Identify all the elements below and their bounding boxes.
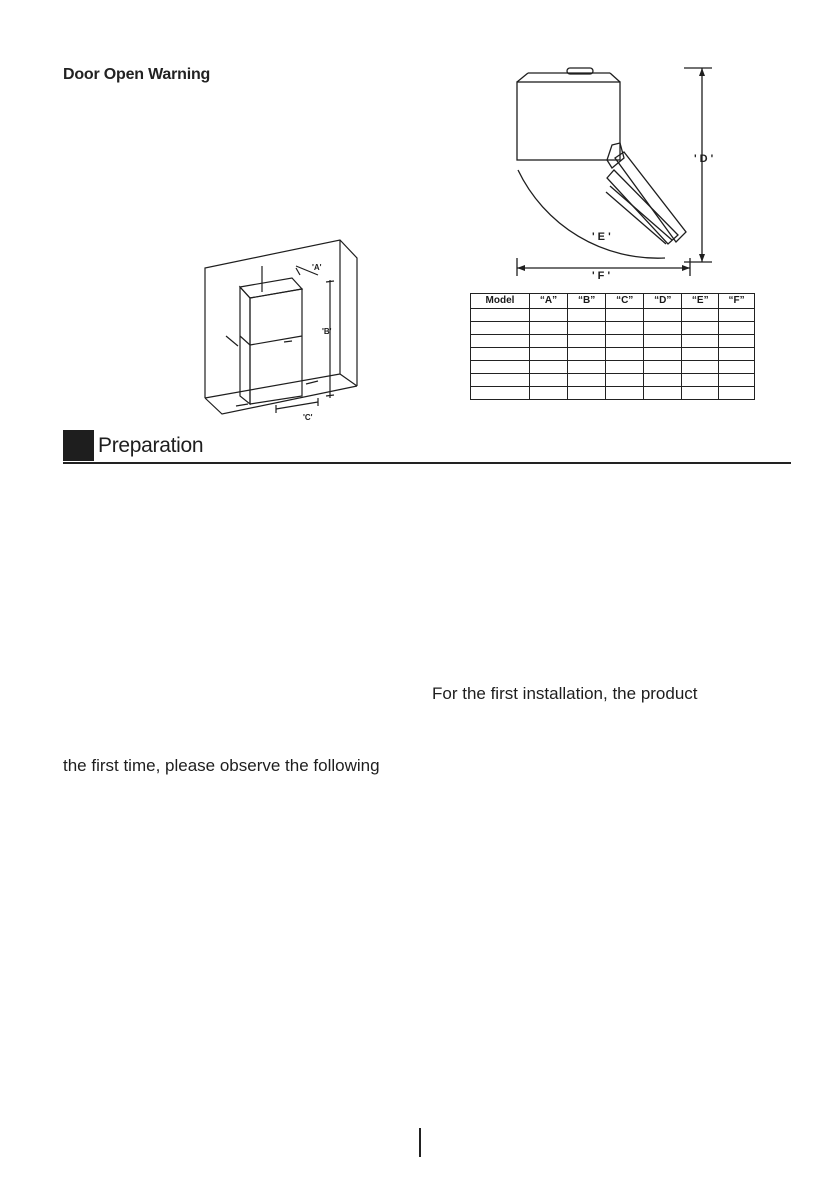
body-line-observe: the first time, please observe the following — [63, 756, 380, 775]
header-b: “B” — [568, 294, 606, 309]
table-cell — [682, 361, 719, 374]
table-cell — [471, 374, 530, 387]
header-model: Model — [471, 294, 530, 309]
alcove-back-wall — [205, 240, 357, 398]
dimension-label-b: 'B' — [322, 327, 332, 336]
table-row — [471, 361, 755, 374]
table-row — [471, 348, 755, 361]
table-cell — [606, 374, 644, 387]
table-cell — [530, 361, 568, 374]
table-cell — [682, 335, 719, 348]
table-cell — [471, 322, 530, 335]
table-cell — [682, 387, 719, 400]
header-c: “C” — [606, 294, 644, 309]
table-cell — [719, 322, 755, 335]
table-cell — [530, 348, 568, 361]
body-line-installation: For the first installation, the product — [432, 684, 698, 703]
table-row — [471, 322, 755, 335]
table-cell — [719, 387, 755, 400]
table-cell — [644, 374, 682, 387]
table-cell — [471, 348, 530, 361]
table-cell — [568, 361, 606, 374]
table-cell — [644, 335, 682, 348]
table-cell — [719, 348, 755, 361]
table-cell — [568, 335, 606, 348]
door-open-warning-heading: Door Open Warning — [63, 66, 211, 83]
table-cell — [530, 335, 568, 348]
table-cell — [644, 361, 682, 374]
table-cell — [568, 387, 606, 400]
open-door — [615, 152, 686, 242]
table-cell — [568, 374, 606, 387]
dimension-label-e: ' E ' — [592, 231, 611, 243]
table-cell — [471, 387, 530, 400]
section-title: Preparation — [98, 434, 204, 457]
table-cell — [606, 348, 644, 361]
fridge-clearance-diagram — [195, 235, 370, 425]
table-cell — [568, 322, 606, 335]
table-cell — [471, 361, 530, 374]
table-cell — [606, 309, 644, 322]
table-header-row — [471, 294, 755, 309]
table-row — [471, 309, 755, 322]
table-cell — [606, 335, 644, 348]
table-cell — [719, 309, 755, 322]
table-cell — [682, 348, 719, 361]
door-swing-diagram — [510, 60, 730, 280]
table-cell — [682, 374, 719, 387]
table-cell — [530, 309, 568, 322]
table-cell — [530, 322, 568, 335]
table-cell — [606, 387, 644, 400]
table-row — [471, 374, 755, 387]
table-cell — [606, 322, 644, 335]
table-cell — [568, 348, 606, 361]
table-cell — [471, 335, 530, 348]
table-cell — [644, 387, 682, 400]
table-cell — [644, 348, 682, 361]
alcove-floor — [205, 386, 357, 414]
table-cell — [530, 387, 568, 400]
section-marker-block — [63, 430, 94, 461]
model-dimensions-table — [470, 293, 755, 400]
table-cell — [682, 322, 719, 335]
table-row — [471, 335, 755, 348]
table-row — [471, 387, 755, 400]
table-cell — [644, 309, 682, 322]
dimension-label-f: ' F ' — [592, 270, 611, 280]
dimension-label-c: 'C' — [303, 413, 313, 422]
table-cell — [606, 361, 644, 374]
table-cell — [719, 374, 755, 387]
dimension-label-d: ' D ' — [694, 153, 714, 165]
dimension-label-a: 'A' — [312, 263, 322, 272]
table-cell — [568, 309, 606, 322]
table-cell — [719, 335, 755, 348]
fridge-front — [250, 289, 302, 404]
table-cell — [471, 309, 530, 322]
cabinet-top-view — [517, 82, 620, 160]
header-a: “A” — [530, 294, 568, 309]
table-cell — [682, 309, 719, 322]
header-f: “F” — [719, 294, 755, 309]
page-marker — [419, 1128, 421, 1157]
table-cell — [644, 322, 682, 335]
section-divider — [63, 462, 791, 464]
table-cell — [719, 361, 755, 374]
table-cell — [530, 374, 568, 387]
header-d: “D” — [644, 294, 682, 309]
header-e: “E” — [682, 294, 719, 309]
